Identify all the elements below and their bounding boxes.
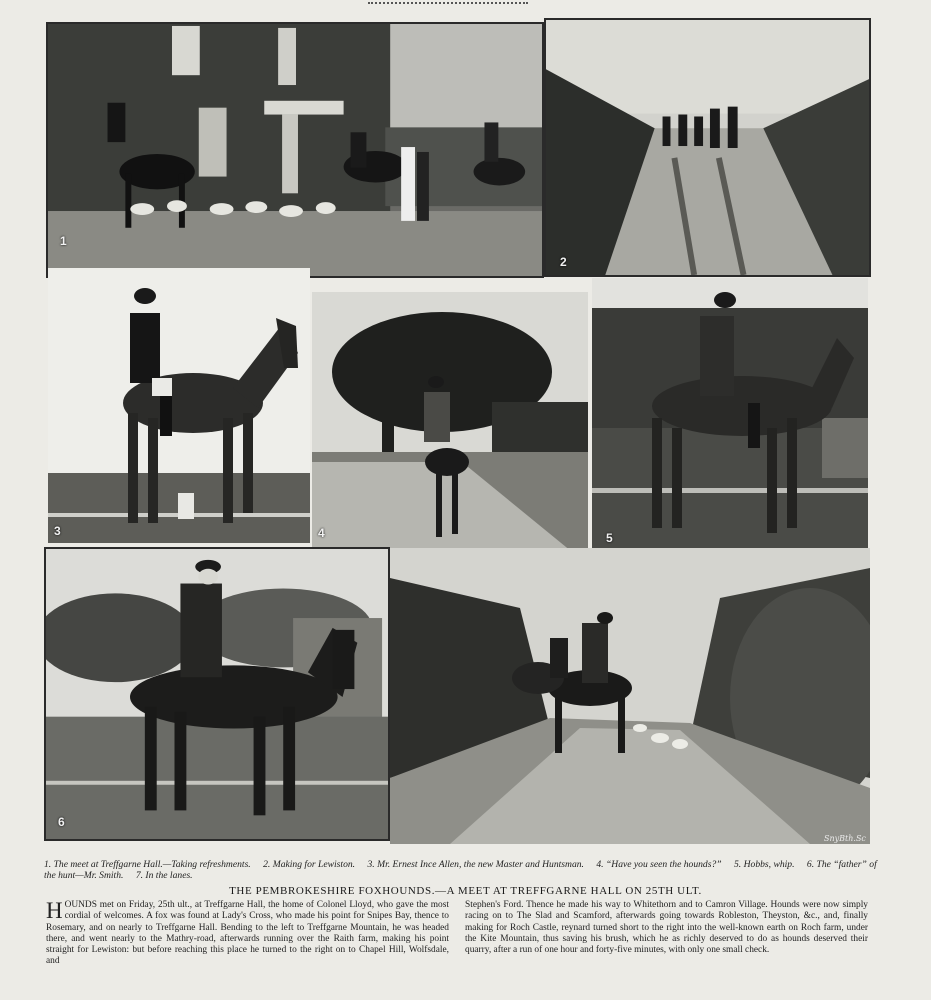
article-column-1 [46, 900, 449, 968]
caption: 4. “Have you seen the hounds?” [596, 859, 722, 870]
caption: 2. Making for Lewiston. [263, 859, 356, 870]
caption: 5. Hobbs, whip. [734, 859, 795, 870]
photo-number: 6 [58, 815, 65, 829]
photo-number: 2 [560, 255, 567, 269]
photo-number: 1 [60, 234, 67, 248]
photo-new-master [48, 268, 310, 543]
caption: 7. In the lanes. [135, 870, 193, 881]
photo-father-of-the-hunt [44, 547, 390, 841]
caption: 1. The meet at Treffgarne Hall.—Taking refreshments. [44, 859, 251, 870]
top-dotted-rule [368, 2, 528, 6]
photo-hobbs-whip [592, 278, 868, 564]
drop-cap: H [46, 898, 63, 923]
caption: 6. The “father” of the hunt—Mr. Smith. [44, 859, 877, 881]
photo-number: 3 [54, 524, 61, 538]
article-body [46, 900, 868, 968]
photo-in-the-lanes [390, 548, 870, 844]
photo-number: 4 [318, 526, 325, 540]
article-headline: THE PEMBROKESHIRE FOXHOUNDS.—A MEET AT TREFFGARNE HALL ON 25TH ULT. [229, 885, 702, 897]
photo-seen-the-hounds [312, 292, 588, 565]
photo-meet-at-hall [46, 22, 544, 278]
article-text: Stephen's Ford. Thence he made his way to Whitethorn and to Camron Village. Hounds were now simply racing on to The Slad and Scamford, afterwards going towards Robleston, Theyston, &c., and, finally making for Roch Castle, reynard turned short to the right into the well-known earth on Roch farm, under the Kite Mountain, thus saving his brush, which he as richly deserved to do as hounds deserved their quarry, after a run of one hour and forty-five minutes, with only one small check. [465, 900, 868, 956]
photo-making-for-lewiston [544, 18, 871, 277]
engraver-signature: SnyBth.Sc [824, 834, 866, 843]
photo-number: 5 [606, 531, 613, 545]
article-column-2 [465, 900, 868, 968]
caption: 3. Mr. Ernest Ince Allen, the new Master and Huntsman. [367, 859, 584, 870]
photo-captions [44, 859, 884, 881]
article-text: OUNDS met on Friday, 25th ult., at Treffgarne Hall, the home of Colonel Lloyd, who gave the most cordial of welcomes. A fox was found at Lady's Cross, who made his point for Snipes Bay, thence to Rosemary, and on nearly to Treffgarne Hall. Bending to the left to Treffgarne Mountain, he was headed there, and went nearly to the Mathry-road, afterwards running over the Raith farm, making his point straight for Lewiston: but before reaching this place he turned to the right on to Chapel Hill, Wolfsdale, and [46, 900, 449, 967]
